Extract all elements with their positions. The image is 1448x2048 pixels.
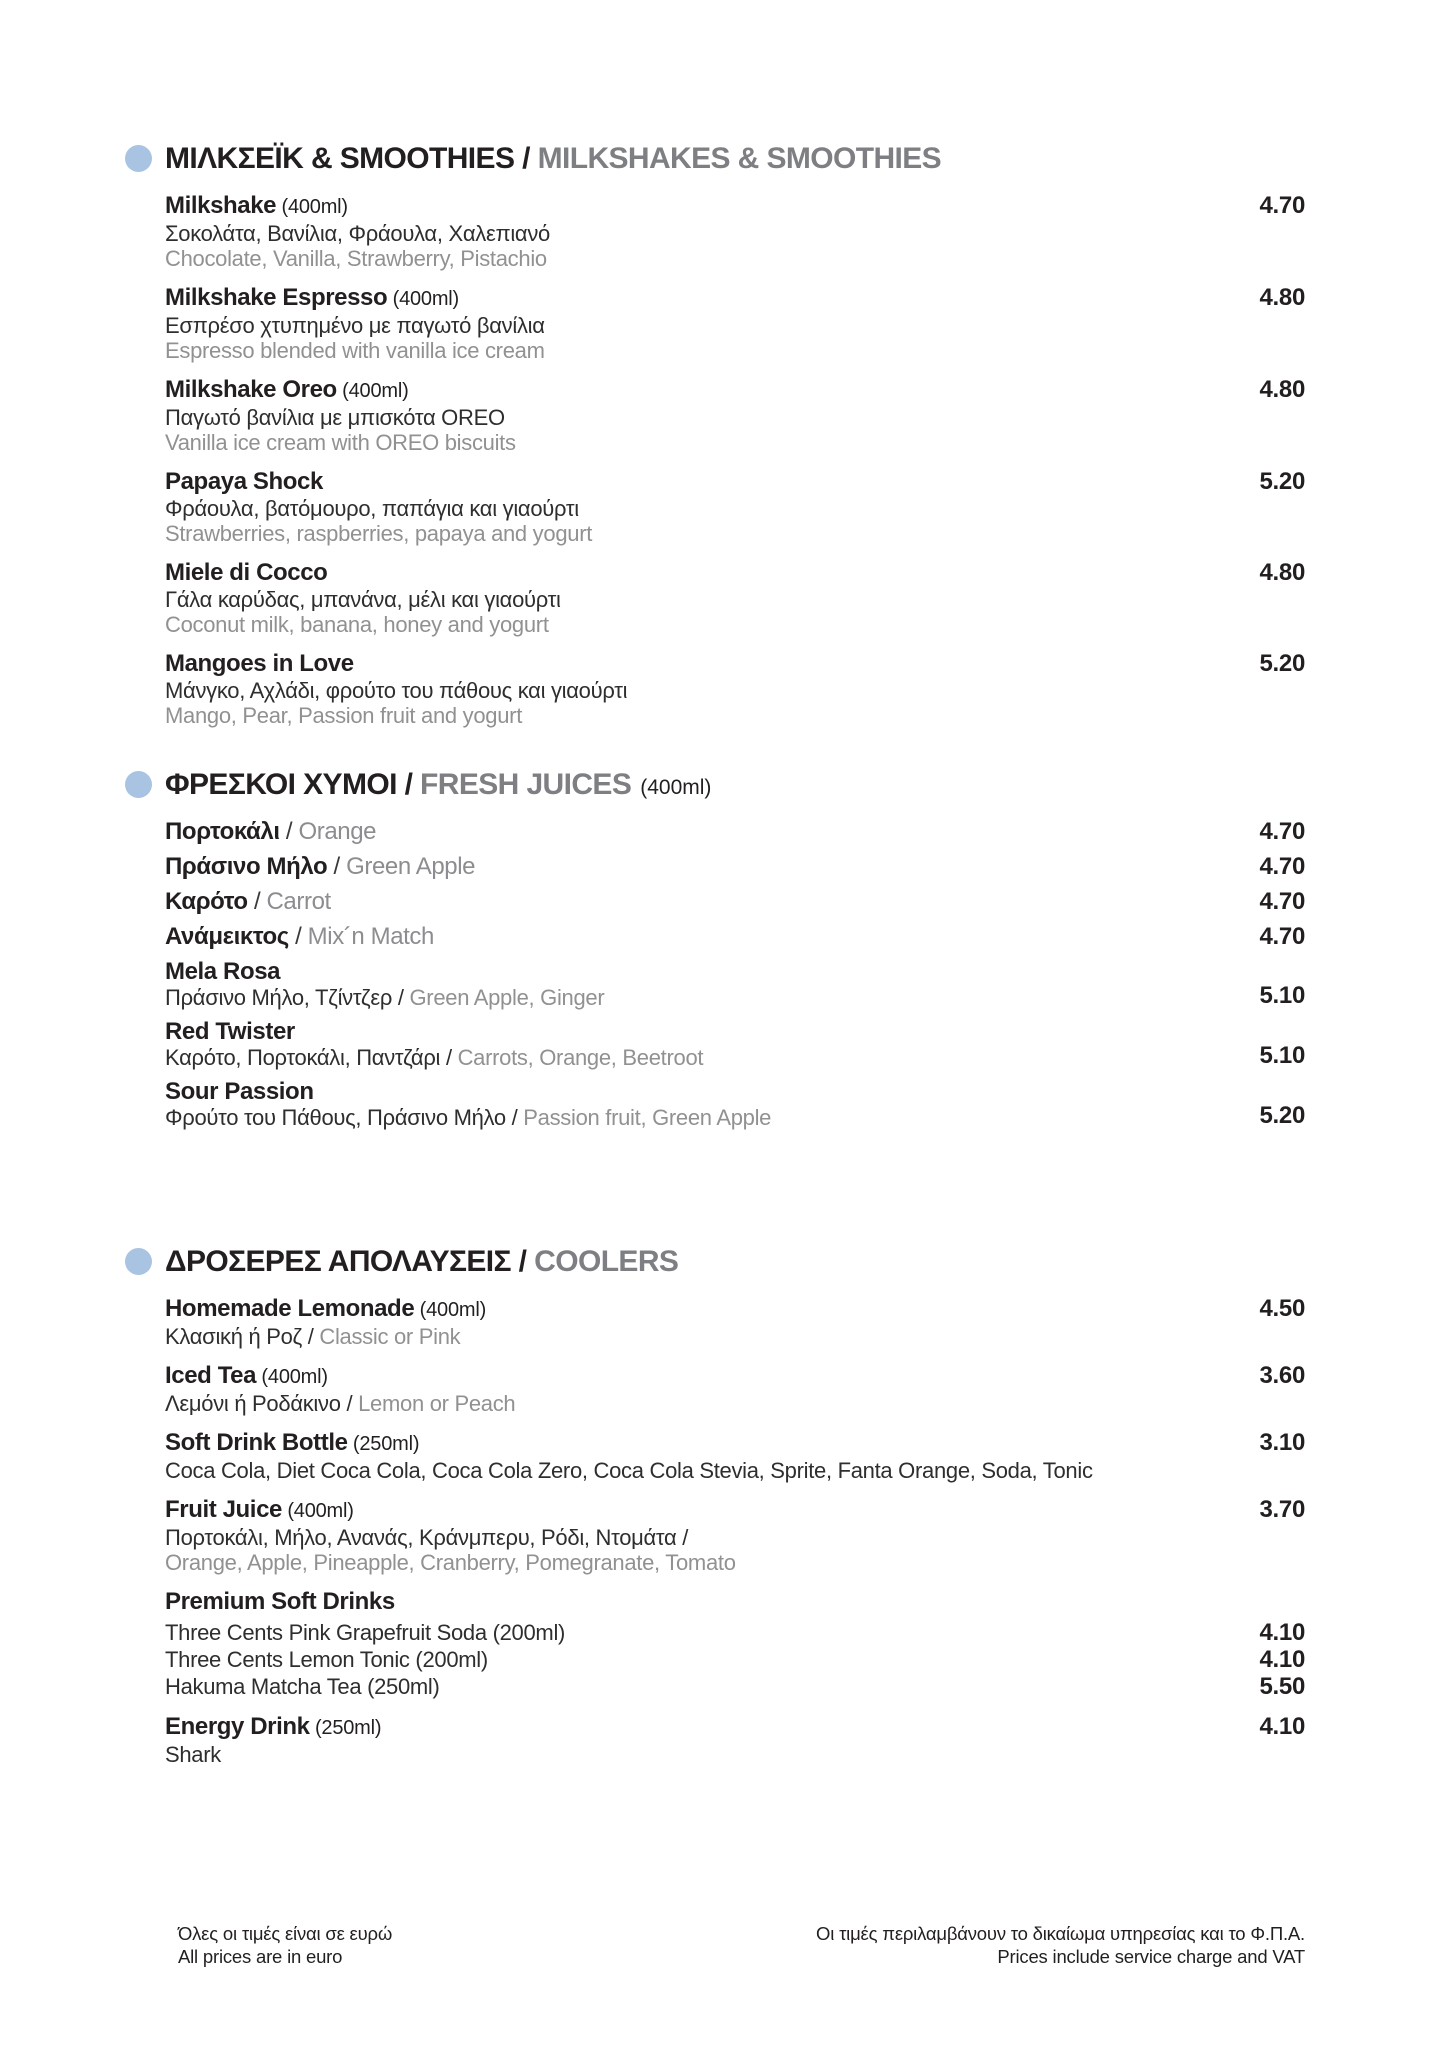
menu-item-title [165, 1713, 1210, 1742]
menu-item-name: Fruit Juice [165, 1496, 282, 1523]
description-english: Lemon or Peach [358, 1391, 516, 1416]
menu-section-2 [165, 768, 1305, 1130]
footer-note-euro-el: Όλες οι τιμές είναι σε ευρώ [178, 1923, 393, 1944]
menu-item [165, 1713, 1305, 1767]
menu-item-title [165, 818, 1210, 845]
section-title-greek: ΜΙΛΚΣΕΪΚ & SMOOTHIES [165, 142, 515, 175]
section-title-greek: ΦΡΕΣΚΟΙ ΧΥΜΟΙ [165, 768, 397, 801]
description-greek: Καρότο, Πορτοκάλι, Παντζάρι / [165, 1045, 458, 1070]
menu-item-name: Miele di Cocco [165, 559, 328, 586]
menu-item-name: Sour Passion [165, 1078, 314, 1105]
menu-subitem-price: 4.10 [1259, 1619, 1305, 1646]
menu-item [165, 1496, 1305, 1575]
menu-item-title [165, 958, 1210, 985]
description-greek: Πράσινο Μήλο, Τζίντζερ / [165, 985, 410, 1010]
menu-item-description-line [165, 587, 1210, 612]
description-english: Green Apple, Ginger [409, 985, 605, 1010]
menu-item-descriptions [165, 985, 1210, 1010]
menu-item [165, 818, 1305, 846]
menu-item-text [165, 958, 1210, 1010]
menu-item-descriptions [165, 1324, 1210, 1349]
menu-item-text [165, 853, 1210, 880]
menu-item-descriptions [165, 496, 1210, 546]
description-english: Coconut milk, banana, honey and yogurt [165, 612, 549, 637]
section-title-english: FRESH JUICES [420, 768, 632, 801]
menu-item-name: Energy Drink [165, 1713, 310, 1740]
menu-item-title [165, 559, 1210, 587]
menu-item [165, 559, 1305, 637]
description-english: Orange, Apple, Pineapple, Cranberry, Pomegranate, Tomato [165, 1550, 736, 1575]
menu-subitem [165, 1619, 1305, 1646]
menu-item [165, 888, 1305, 916]
section-items [165, 192, 1305, 728]
menu-item-description-line [165, 221, 1210, 246]
menu-item-name: Papaya Shock [165, 468, 323, 495]
menu-item-size: (400ml) [387, 288, 460, 310]
menu-item-text [165, 284, 1210, 363]
description-greek: Φράουλα, βατόμουρο, παπάγια και γιαούρτι [165, 496, 579, 521]
menu-item-price: 5.20 [1259, 1102, 1305, 1129]
menu-item-text [165, 650, 1210, 728]
menu-item-name: Mela Rosa [165, 958, 281, 985]
menu-item-description-line [165, 985, 1210, 1010]
menu-item [165, 923, 1305, 951]
description-english: Carrots, Orange, Beetroot [457, 1045, 704, 1070]
menu-item-descriptions [165, 1525, 1210, 1575]
menu-item-text [165, 376, 1210, 455]
section-title-english: COOLERS [534, 1245, 679, 1278]
menu-item [165, 192, 1305, 271]
menu-item-descriptions [165, 678, 1210, 728]
menu-item-description-line [165, 1391, 1210, 1416]
menu-item-price: 4.70 [1259, 818, 1305, 845]
menu-item-name: Homemade Lemonade [165, 1295, 415, 1322]
menu-item-title [165, 1496, 1210, 1525]
page-footer [178, 1922, 1305, 1968]
description-greek: Εσπρέσο χτυπημένο με παγωτό βανίλια [165, 313, 545, 338]
menu-item-text [165, 192, 1210, 271]
menu-item-price: 4.80 [1259, 284, 1305, 311]
description-english: Vanilla ice cream with OREO biscuits [165, 430, 516, 455]
menu-item-description-line [165, 703, 1210, 728]
section-title-separator: / [396, 768, 421, 801]
menu-item-name: Soft Drink Bottle [165, 1429, 348, 1456]
menu-subitem-name: Hakuma Matcha Tea (250ml) [165, 1674, 440, 1699]
menu-item-description-line [165, 338, 1210, 363]
menu-item [165, 650, 1305, 728]
menu-item-text [165, 1018, 1210, 1070]
menu-item-price: 5.10 [1259, 982, 1305, 1009]
menu-item-title [165, 1018, 1210, 1045]
menu-item-description-line [165, 1550, 1210, 1575]
menu-item-text [165, 1496, 1210, 1575]
menu-item-name: Iced Tea [165, 1362, 257, 1389]
section-header [165, 768, 1305, 802]
menu-item-text [165, 559, 1210, 637]
description-english: Classic or Pink [319, 1324, 461, 1349]
menu-item-title [165, 888, 1210, 915]
description-greek: Shark [165, 1742, 221, 1767]
menu-item-name-separator: / [327, 853, 347, 880]
menu-item-title [165, 1362, 1210, 1391]
description-greek: Γάλα καρύδας, μπανάνα, μέλι και γιαούρτι [165, 587, 561, 612]
menu-item-name: Red Twister [165, 1018, 295, 1045]
menu-item-text [165, 468, 1210, 546]
menu-item-size: (400ml) [414, 1299, 487, 1321]
menu-item-text [165, 888, 1210, 915]
menu-item [165, 853, 1305, 881]
menu-item-name-english: Green Apple [346, 853, 476, 880]
footer-note-vat-en: Prices include service charge and VAT [997, 1946, 1305, 1967]
description-greek: Πορτοκάλι, Μήλο, Ανανάς, Κράνμπερυ, Ρόδι, Ντομάτα / [165, 1525, 689, 1550]
menu-item-name: Mangoes in Love [165, 650, 354, 677]
menu-subitem-name: Three Cents Lemon Tonic (200ml) [165, 1647, 488, 1672]
menu-item-text [165, 1713, 1210, 1767]
menu-item-description-line [165, 1105, 1210, 1130]
section-bullet-icon [125, 1248, 152, 1275]
menu-item-description-line [165, 496, 1210, 521]
menu-item [165, 468, 1305, 546]
description-english: Espresso blended with vanilla ice cream [165, 338, 545, 363]
menu-item-price: 4.50 [1259, 1295, 1305, 1322]
description-greek: Φρούτο του Πάθους, Πράσινο Μήλο / [165, 1105, 524, 1130]
menu-item-description-line [165, 1525, 1210, 1550]
section-header [165, 142, 1305, 176]
menu-item [165, 284, 1305, 363]
menu-item-price: 4.70 [1259, 888, 1305, 915]
menu-item-price: 4.70 [1259, 192, 1305, 219]
menu-item-name: Πράσινο Μήλο [165, 853, 328, 880]
menu-item-title [165, 1429, 1210, 1458]
menu-item-description-line [165, 521, 1210, 546]
menu-item [165, 376, 1305, 455]
menu-item-description-line [165, 1324, 1210, 1349]
section-title-english: MILKSHAKES & SMOOTHIES [537, 142, 942, 175]
menu-item-price: 5.20 [1259, 468, 1305, 495]
menu-item-name: Ανάμεικτος [165, 923, 289, 950]
menu-item-text [165, 1362, 1210, 1416]
description-english: Chocolate, Vanilla, Strawberry, Pistachio [165, 246, 547, 271]
description-greek: Coca Cola, Diet Coca Cola, Coca Cola Zero, Coca Cola Stevia, Sprite, Fanta Orange, Soda, Tonic [165, 1458, 1093, 1483]
menu-item-description-line [165, 612, 1210, 637]
menu-item-size: (400ml) [256, 1366, 328, 1388]
menu-item-title [165, 1078, 1210, 1105]
menu-item-description-line [165, 313, 1210, 338]
description-greek: Μάνγκο, Αχλάδι, φρούτο του πάθους και γιαούρτι [165, 678, 628, 703]
menu-item-descriptions [165, 1458, 1210, 1483]
menu-section-1 [165, 142, 1305, 728]
menu-item-name-separator: / [288, 923, 308, 950]
menu-item-title [165, 923, 1210, 950]
menu-item [165, 1295, 1305, 1349]
menu-item-title [165, 650, 1210, 678]
menu-item-name: Milkshake Oreo [165, 376, 337, 403]
menu-item-price: 5.20 [1259, 650, 1305, 677]
footer-note-euro [178, 1922, 392, 1968]
menu-item-description-line [165, 1458, 1210, 1483]
menu-item-price: 4.80 [1259, 376, 1305, 403]
menu-item-description-line [165, 405, 1210, 430]
menu-item-price: 3.70 [1259, 1496, 1305, 1523]
menu-item-title [165, 468, 1210, 496]
menu-item-title [165, 853, 1210, 880]
footer-note-euro-en: All prices are in euro [178, 1946, 343, 1967]
menu-item [165, 1018, 1305, 1070]
menu-item-size: (250ml) [309, 1717, 382, 1739]
menu-item-description-line [165, 1742, 1210, 1767]
section-title-separator: / [514, 142, 538, 175]
menu-item [165, 958, 1305, 1010]
menu-item-title [165, 284, 1210, 313]
section-items [165, 818, 1305, 1130]
menu-item-price: 4.70 [1259, 853, 1305, 880]
menu-item-name-separator: / [247, 888, 267, 915]
menu-item-text [165, 1588, 1305, 1700]
description-greek: Κλασική ή Ροζ / [165, 1324, 320, 1349]
menu-item-descriptions [165, 405, 1210, 455]
menu-item-descriptions [165, 1742, 1210, 1767]
description-greek: Λεμόνι ή Ροδάκινο / [165, 1391, 359, 1416]
section-title-separator: / [510, 1245, 535, 1278]
menu-item-title [165, 192, 1210, 221]
menu-item-descriptions [165, 1391, 1210, 1416]
menu-content [165, 142, 1305, 1780]
menu-subitem [165, 1646, 1305, 1673]
menu-item-name-english: Carrot [266, 888, 331, 915]
menu-item-size: (250ml) [347, 1433, 420, 1455]
description-english: Strawberries, raspberries, papaya and yogurt [165, 521, 593, 546]
menu-section-3 [165, 1245, 1305, 1767]
menu-item-name: Καρότο [165, 888, 248, 915]
menu-item-text [165, 818, 1210, 845]
menu-item-descriptions [165, 221, 1210, 271]
menu-subitem [165, 1673, 1305, 1700]
description-english: Passion fruit, Green Apple [523, 1105, 772, 1130]
menu-item-title [165, 1588, 1305, 1616]
menu-item-descriptions [165, 587, 1210, 637]
menu-item-price: 4.80 [1259, 559, 1305, 586]
menu-item-sublines [165, 1619, 1305, 1700]
menu-item-price: 3.10 [1259, 1429, 1305, 1456]
section-items [165, 1295, 1305, 1767]
menu-item [165, 1429, 1305, 1483]
menu-item [165, 1078, 1305, 1130]
menu-subitem-name: Three Cents Pink Grapefruit Soda (200ml) [165, 1620, 566, 1645]
section-header [165, 1245, 1305, 1279]
footer-note-vat-el: Οι τιμές περιλαμβάνουν το δικαίωμα υπηρεσίας και το Φ.Π.Α. [816, 1923, 1305, 1944]
menu-item-price: 5.10 [1259, 1042, 1305, 1069]
menu-item-description-line [165, 246, 1210, 271]
menu-item-description-line [165, 678, 1210, 703]
section-bullet-icon [125, 771, 152, 798]
menu-item [165, 1588, 1305, 1700]
menu-item-descriptions [165, 313, 1210, 363]
menu-item-price: 4.70 [1259, 923, 1305, 950]
menu-item-descriptions [165, 1105, 1210, 1130]
menu-item-text [165, 1295, 1210, 1349]
section-bullet-icon [125, 145, 152, 172]
description-english: Mango, Pear, Passion fruit and yogurt [165, 703, 523, 728]
menu-item-title [165, 376, 1210, 405]
menu-item-name-separator: / [279, 818, 299, 845]
menu-item-name: Πορτοκάλι [165, 818, 280, 845]
menu-item-name-english: Orange [298, 818, 377, 845]
menu-subitem-price: 5.50 [1259, 1673, 1305, 1700]
menu-item-size: (400ml) [336, 380, 409, 402]
menu-item-name: Milkshake [165, 192, 277, 219]
menu-item-text [165, 1429, 1210, 1483]
description-greek: Σοκολάτα, Βανίλια, Φράουλα, Χαλεπιανό [165, 221, 550, 246]
menu-item-name: Premium Soft Drinks [165, 1588, 395, 1615]
menu-item-name: Milkshake Espresso [165, 284, 388, 311]
description-greek: Παγωτό βανίλια με μπισκότα OREO [165, 405, 505, 430]
footer-note-vat [816, 1922, 1305, 1968]
menu-subitem-price: 4.10 [1259, 1646, 1305, 1673]
menu-item-price: 4.10 [1259, 1713, 1305, 1740]
menu-item-size: (400ml) [281, 1500, 354, 1522]
menu-item-description-line [165, 1045, 1210, 1070]
menu-item-name-english: Mix´n Match [307, 923, 434, 950]
section-title-size: (400ml) [640, 776, 712, 799]
section-title-greek: ΔΡΟΣΕΡΕΣ ΑΠΟΛΑΥΣΕΙΣ [165, 1245, 511, 1278]
menu-item-text [165, 1078, 1210, 1130]
menu-item-description-line [165, 430, 1210, 455]
menu-item-descriptions [165, 1045, 1210, 1070]
menu-item-size: (400ml) [276, 196, 348, 218]
menu-item-price: 3.60 [1259, 1362, 1305, 1389]
menu-item-title [165, 1295, 1210, 1324]
menu-item-text [165, 923, 1210, 950]
menu-item [165, 1362, 1305, 1416]
menu-sections [165, 142, 1305, 1767]
